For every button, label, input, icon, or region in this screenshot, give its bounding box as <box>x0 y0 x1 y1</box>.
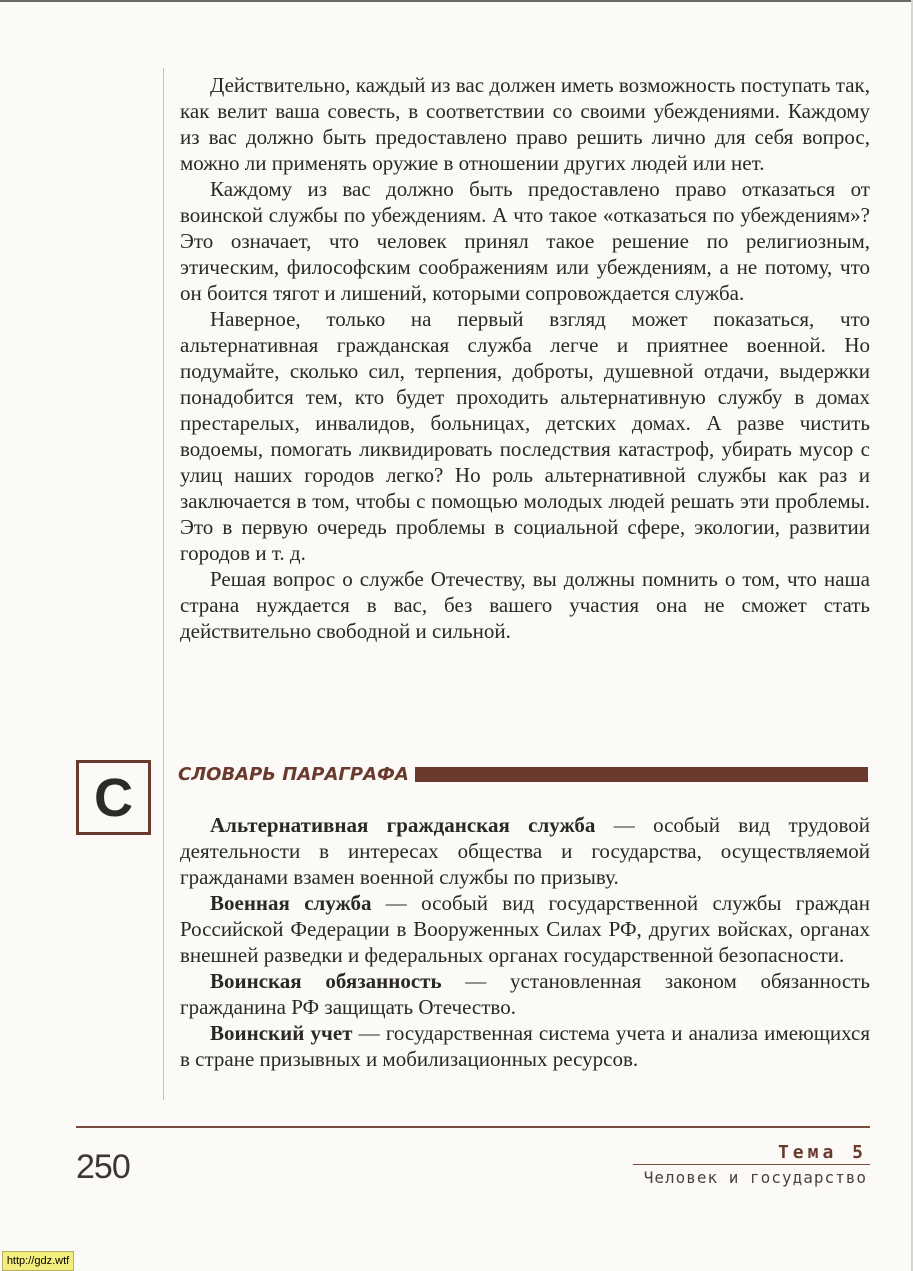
badge-letter: С <box>94 767 133 828</box>
glossary-term: Военная служба <box>210 891 372 915</box>
page-number: 250 <box>76 1148 130 1186</box>
glossary-term: Воинский учет <box>210 1021 353 1045</box>
glossary-entry <box>180 890 870 968</box>
paragraph: Решая вопрос о службе Отечеству, вы должны помнить о том, что наша страна нуждается в вас, без вашего участия она не сможет стать действительно свободной и сильной. <box>180 567 870 643</box>
watermark-link[interactable]: http://gdz.wtf <box>2 1251 74 1271</box>
footer-rule <box>76 1126 870 1128</box>
glossary-list <box>180 812 870 1072</box>
paragraph: Наверное, только на первый взгляд может показаться, что альтернативная гражданская служба легче и приятнее военной. Но подумайте, сколько сил, терпения, доброты, душевной отдачи, выдержки понадобится тем, кто будет проходить альтернативную службу в домах престарелых, инвалидов, больницах, детских домах. А разве чистить водоемы, помогать ликвидировать последствия катастроф, убирать мусор с улиц наших городов легко? Но роль альтернативной службы как раз и заключается в том, чтобы с помощью молодых людей решать эти проблемы. Это в первую очередь проблемы в социальной сфере, экологии, развитии городов и т. д. <box>180 307 870 565</box>
topic-label: Тема 5 <box>777 1142 867 1163</box>
glossary-title: СЛОВАРЬ ПАРАГРАФА <box>178 763 409 785</box>
glossary-definition: — государственная система учета и анализа имеющихся в стране призывных и мобилизационных ресурсов. <box>180 1021 870 1071</box>
glossary-term: Альтернативная гражданская служба <box>210 813 596 837</box>
glossary-entry <box>180 812 870 890</box>
glossary-definition: — особый вид государственной службы граждан Российской Федерации в Вооруженных Силах РФ, других войсках, органах внешней разведки и федеральных органах государственной безопасности. <box>180 891 870 967</box>
paragraph: Действительно, каждый из вас должен иметь возможность поступать так, как велит ваша совесть, в соответствии со своими убеждениями. Каждому из вас должно быть предоставлено право решить лично для себя вопрос, можно ли применять оружие в отношении других людей или нет. <box>180 73 870 175</box>
glossary-entry <box>180 1020 870 1072</box>
top-border <box>0 0 913 2</box>
glossary-term: Воинская обязанность <box>210 969 442 993</box>
heading-bar <box>415 767 868 782</box>
glossary-entry <box>180 968 870 1020</box>
paragraph: Каждому из вас должно быть предоставлено право отказаться от воинской службы по убеждениям. А что такое «отказаться по убеждениям»? Это означает, что человек принял такое решение по религиозным, этическим, философским соображениям или убеждениям, а не потому, что он боится тягот и лишений, которыми сопровождается служба. <box>180 177 870 305</box>
glossary-definition: — установленная законом обязанность гражданина РФ защищать Отечество. <box>180 969 870 1019</box>
glossary-definition: — особый вид трудовой деятельности в интересах общества и государства, осуществляемой гражданами взамен военной службы по призыву. <box>180 813 870 889</box>
subtitle-rule <box>633 1164 870 1165</box>
main-text <box>180 72 870 644</box>
glossary-heading <box>178 762 868 786</box>
glossary-badge <box>76 760 151 835</box>
margin-rule <box>163 68 164 1100</box>
topic-subtitle: Человек и государство <box>643 1168 867 1187</box>
